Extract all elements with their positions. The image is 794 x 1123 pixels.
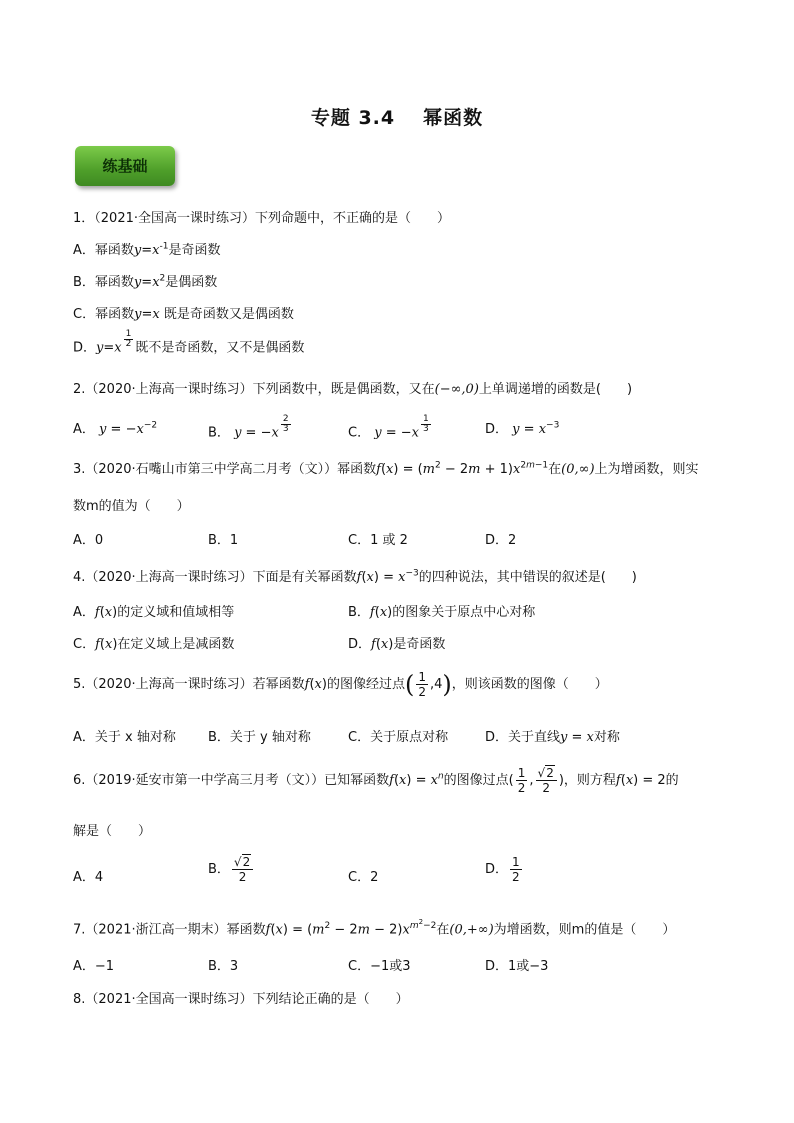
- question-4-option-a: A．f(x)的定义域和值域相等: [73, 605, 235, 620]
- question-2-option-a: A． $y = -x^{-2}$: [73, 420, 158, 437]
- question-6-option-d: D． $\frac{1}{2}$: [485, 855, 520, 884]
- section-badge: 练基础: [75, 146, 175, 186]
- topic-number: 专题 3.4: [310, 107, 396, 129]
- question-6-stem: 6.（2019·延安市第一中学高三月考（文））已知幂函数$f(x) = x^n$的图像过点( $\frac{1}{2}$ , $\frac{√2}{2}$ )，则方程f(x) = 2的: [73, 766, 679, 795]
- question-7-stem: 7.（2021·浙江高一期末）幂函数$f(x) = (m^2 - 2m - 2)x^{m^2-2}$在(0,+∞)为增函数，则m的值是（ ）: [73, 918, 676, 938]
- question-3-option-d: D．2: [485, 533, 517, 548]
- question-7-option-d: D．1或−3: [485, 959, 549, 974]
- question-2-option-b: B． y = −x $\frac{2}{3}$: [208, 414, 289, 441]
- topic-name: 幂函数: [423, 107, 484, 129]
- question-3-stem-line2: 数m的值为（ ）: [73, 499, 190, 514]
- question-1-option-c: C．幂函数y=x 既是奇函数又是偶函数: [73, 307, 294, 322]
- question-1-option-b: B．幂函数$y=x^2$是偶函数: [73, 273, 218, 290]
- question-5-option-a: A．关于 x 轴对称: [73, 730, 176, 745]
- question-6-option-a: A．4: [73, 870, 104, 885]
- question-1-option-d: D．y=x $\frac{1}{2}$ 既不是奇函数，又不是偶函数: [73, 329, 305, 356]
- question-3-stem: 3.（2020·石嘴山市第三中学高二月考（文））幂函数$f(x) = (m^2 - 2m + 1)x^{2m-1}$在(0,∞)上为增函数，则实: [73, 460, 699, 477]
- question-7-option-b: B．3: [208, 959, 239, 974]
- question-6-stem-line2: 解是（ ）: [73, 824, 152, 839]
- question-7-option-a: A．−1: [73, 959, 115, 974]
- question-3-option-b: B．1: [208, 533, 239, 548]
- page-title: [0, 103, 794, 130]
- question-7-option-c: C．−1或3: [348, 959, 411, 974]
- question-6-option-c: C．2: [348, 870, 379, 885]
- question-4-option-c: C．f(x)在定义域上是减函数: [73, 637, 235, 652]
- question-5-option-c: C．关于原点对称: [348, 730, 449, 745]
- question-5-option-b: B．关于 y 轴对称: [208, 730, 311, 745]
- question-3-option-c: C．1 或 2: [348, 533, 408, 548]
- question-4-option-d: D．f(x)是奇函数: [348, 637, 446, 652]
- question-8-stem: 8.（2021·全国高一课时练习）下列结论正确的是（ ）: [73, 992, 409, 1007]
- question-2-stem: 2.（2020·上海高一课时练习）下列函数中，既是偶函数，又在(−∞,0)上单调递增的函数是( ): [73, 382, 633, 397]
- question-4-option-b: B．f(x)的图象关于原点中心对称: [348, 605, 536, 620]
- question-2-option-d: D． $y = x^{-3}$: [485, 420, 560, 437]
- question-6-option-b: B． $\frac{√2}{2}$: [208, 855, 255, 884]
- question-2-option-c: C． y = −x $\frac{1}{3}$: [348, 414, 429, 441]
- question-5-stem: 5.（2020·上海高一课时练习）若幂函数f(x)的图像经过点( $\frac{1}{2}$ ,4)，则该函数的图像（ ）: [73, 670, 608, 699]
- question-1-stem: 1．（2021·全国高一课时练习）下列命题中，不正确的是（ ）: [73, 211, 450, 226]
- question-3-option-a: A．0: [73, 533, 104, 548]
- question-5-option-d: D．关于直线y = x对称: [485, 730, 620, 745]
- question-1-option-a: A．幂函数$y=x^{-1}$是奇函数: [73, 241, 221, 258]
- question-4-stem: 4.（2020·上海高一课时练习）下面是有关幂函数$f(x) = x^{-3}$的四种说法，其中错误的叙述是( ): [73, 568, 637, 585]
